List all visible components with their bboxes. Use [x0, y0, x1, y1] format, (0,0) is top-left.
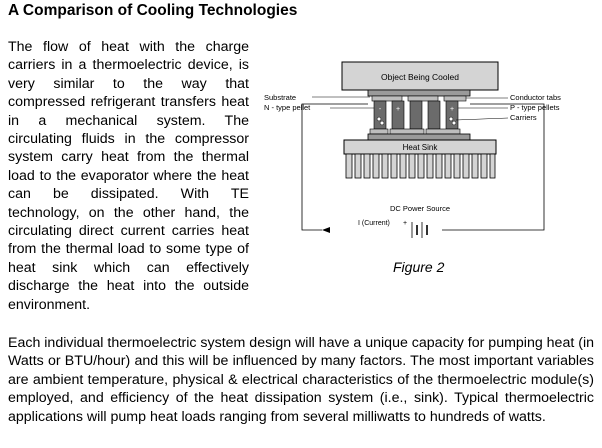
heat-sink-label: Heat Sink [402, 143, 438, 152]
carrier-dot [380, 121, 384, 125]
heat-sink-fins [346, 154, 495, 178]
bottom-tab-1 [370, 129, 388, 134]
carrier-dot [377, 117, 381, 121]
n-pellet-3-sign: + [449, 106, 455, 113]
carrier-dot [449, 117, 453, 121]
top-substrate [368, 90, 470, 96]
p-pellets-label: P - type pellets [510, 103, 560, 112]
intro-paragraph: The flow of heat with the charge carriers in a thermoelectric device, is very similar to the way that compressed refrigerant transfers heat in a mechanical system. The circulating fluids in the compressor system carry heat from the thermal load to the evaporator where the heat can be dissipated. With TE technology, on the other hand, the circulating direct current carries heat from the thermal load to some type of heat sink which can effectively discharge the heat into the outside environment. [8, 39, 249, 313]
battery-icon [412, 222, 427, 238]
n-pellet-2 [410, 101, 422, 129]
carriers-label: Carriers [510, 113, 537, 122]
page-title: A Comparison of Cooling Technologies [8, 2, 298, 19]
current-arrow-icon [322, 227, 330, 233]
conductor-tabs-label: Conductor tabs [510, 93, 561, 102]
body-paragraph: Each individual thermoelectric system design will have a unique capacity for pumping heat (in Watts or BTU/hour) and this will be influenced by many factors. The most important variables are ambient temperature, physical & electrical characteristics of the thermoelectric module(s) employed, and efficiency of the heat dissipation system (i.e., sink). Typical thermoelectric applications will pump heat loads ranging from several milliwatts to hundreds of watts. [8, 335, 594, 425]
carriers-leader [456, 118, 508, 120]
top-tab-2 [408, 96, 438, 101]
figure-caption: Figure 2 [393, 259, 445, 275]
p-pellet-1-sign: + [395, 106, 401, 113]
p-pellet-2 [428, 101, 440, 129]
top-tab-3 [444, 96, 466, 101]
top-tab-1 [372, 96, 402, 101]
current-label: I (Current) [358, 220, 390, 227]
power-source-label: DC Power Source [389, 204, 451, 213]
bottom-substrate [368, 134, 470, 140]
battery-plus-sign: + [403, 220, 408, 227]
substrate-label: Substrate [264, 93, 297, 102]
diagram-svg [262, 56, 594, 256]
bottom-tab-3 [426, 129, 460, 134]
n-pellet-1-sign: - [378, 106, 382, 113]
bottom-tab-2 [390, 129, 424, 134]
thermoelectric-diagram [262, 56, 594, 286]
carrier-dot [452, 121, 456, 125]
object-label: Object Being Cooled [381, 72, 459, 82]
n-pellet-label: N - type pellet [264, 103, 311, 112]
